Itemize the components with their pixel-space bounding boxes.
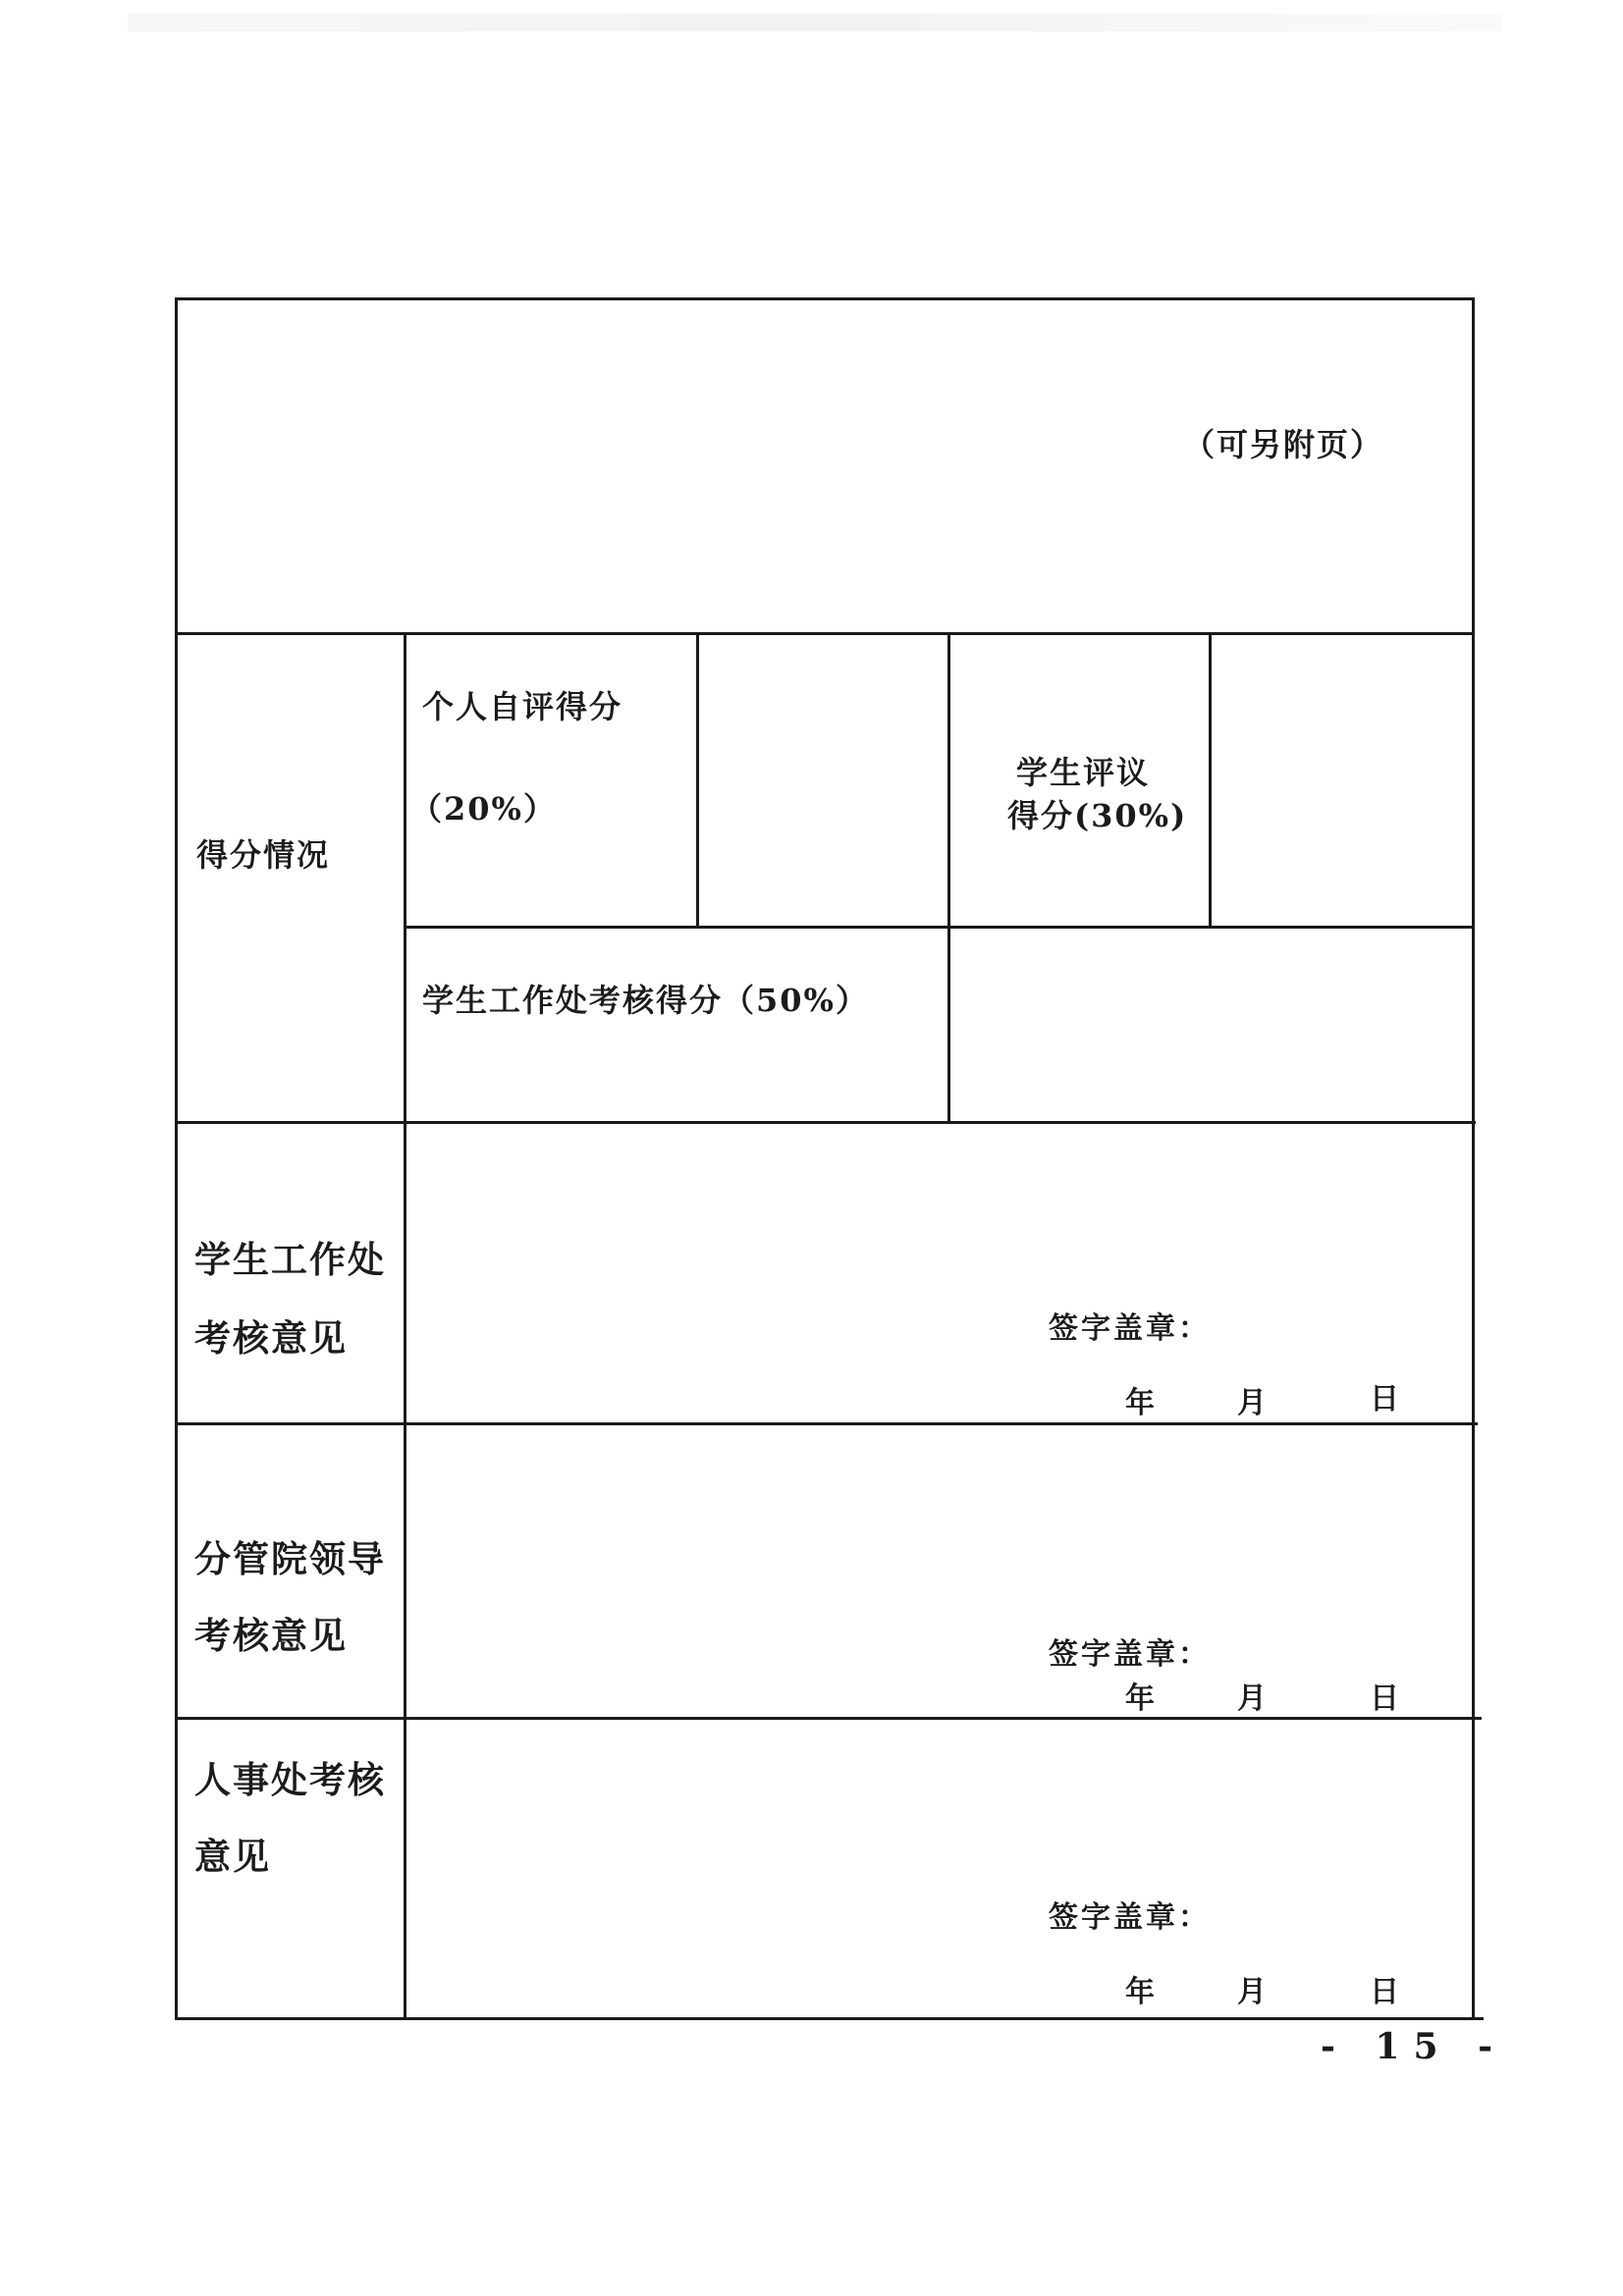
page-number: - 15 - <box>1321 2026 1507 2067</box>
student-eval-score-cell[interactable] <box>1215 638 1470 925</box>
score-column-divider-2 <box>947 632 950 1123</box>
opinion-3-signature-label: 签字盖章： <box>1049 1900 1211 1935</box>
row-divider-top-section <box>175 632 1474 635</box>
opinion-3-label-line2: 意见 <box>194 1835 271 1878</box>
opinion-1-label-line1: 学生工作处 <box>194 1238 386 1281</box>
office-eval-score-cell[interactable] <box>953 932 1470 1118</box>
opinion-1-label-line2: 考核意见 <box>194 1316 348 1360</box>
opinion-3-date-day: 日 <box>1370 1975 1399 2009</box>
opinion-2-signature-label: 签字盖章： <box>1049 1637 1211 1672</box>
table-border-left <box>175 297 178 2020</box>
score-column-divider-3 <box>1209 632 1212 928</box>
opinion-1-date-day: 日 <box>1370 1382 1399 1416</box>
opinion-2-content-area[interactable] <box>409 1428 1470 1605</box>
opinion-3-content-area[interactable] <box>409 1723 1470 1899</box>
table-border-bottom <box>175 2017 1484 2020</box>
table-border-top <box>175 297 1474 300</box>
opinion-2-label-line2: 考核意见 <box>194 1614 348 1657</box>
opinion-1-date-year: 年 <box>1125 1386 1155 1420</box>
opinion-2-date-day: 日 <box>1370 1682 1399 1716</box>
row-divider-score-inner <box>404 926 1474 929</box>
opinion-1-content-area[interactable] <box>409 1127 1470 1274</box>
row-divider-opinion-1 <box>175 1422 1478 1425</box>
label-column-divider <box>404 632 406 2019</box>
opinion-2-label-line1: 分管院领导 <box>194 1537 386 1580</box>
score-column-divider-1 <box>696 632 699 928</box>
attach-pages-note: （可另附页） <box>1183 426 1384 463</box>
row-divider-score-bottom <box>175 1121 1476 1124</box>
opinion-1-signature-label: 签字盖章： <box>1049 1311 1211 1346</box>
opinion-3-date-month: 月 <box>1237 1975 1267 2009</box>
self-eval-label: 个人自评得分 <box>422 688 623 725</box>
student-eval-label-line1: 学生评议 <box>1016 754 1151 791</box>
opinion-2-date-year: 年 <box>1125 1682 1155 1716</box>
table-border-right <box>1472 297 1475 2017</box>
score-section-label: 得分情况 <box>196 836 331 874</box>
self-eval-percent: （20%） <box>410 790 557 828</box>
row-divider-opinion-2 <box>175 1717 1482 1720</box>
opinion-1-date-month: 月 <box>1237 1386 1267 1420</box>
student-eval-label-line2: 得分(30%) <box>1007 797 1188 834</box>
opinion-3-date-year: 年 <box>1125 1975 1155 2009</box>
opinion-3-label-line1: 人事处考核 <box>194 1758 386 1801</box>
opinion-2-date-month: 月 <box>1237 1682 1267 1716</box>
scan-artifact <box>128 14 1502 31</box>
self-eval-score-cell[interactable] <box>702 638 946 925</box>
office-eval-label: 学生工作处考核得分（50%） <box>422 982 869 1019</box>
